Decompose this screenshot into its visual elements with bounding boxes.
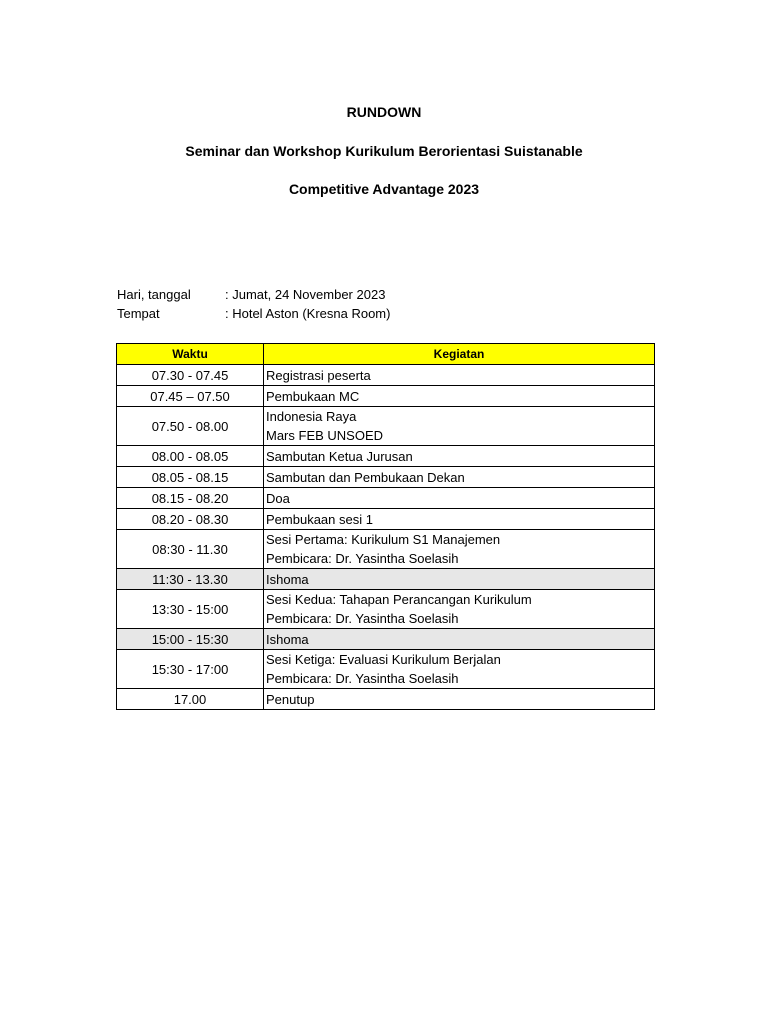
table-row (117, 488, 655, 509)
activity-cell (264, 407, 655, 446)
time-cell: 11:30 - 13.30 (117, 569, 264, 590)
table-body (117, 365, 655, 710)
time-cell: 15:00 - 15:30 (117, 629, 264, 650)
activity-text: Ishoma (266, 571, 309, 587)
activity-cell (264, 629, 655, 650)
time-cell: 15:30 - 17:00 (117, 650, 264, 689)
activity-cell (264, 488, 655, 509)
activity-text: Sesi Pertama: Kurikulum S1 Manajemen (266, 532, 501, 547)
info-date-row (117, 285, 385, 304)
table-row (117, 446, 655, 467)
table-row (117, 689, 655, 710)
info-place-row (117, 304, 390, 323)
table-header-row (117, 344, 655, 365)
table-row (117, 407, 655, 446)
activity-text: Sesi Ketiga: Evaluasi Kurikulum Berjalan (266, 652, 501, 667)
activity-cell (264, 386, 655, 407)
document-subtitle-line-1: Seminar dan Workshop Kurikulum Berorientasi Suistanable (185, 143, 583, 159)
table-row (117, 509, 655, 530)
info-place-label: Tempat (117, 306, 160, 321)
activity-text: Pembicara: Dr. Yasintha Soelasih (266, 611, 459, 626)
time-cell: 08.15 - 08.20 (117, 488, 264, 509)
table-row (117, 590, 655, 629)
activity-cell (264, 689, 655, 710)
document-title: RUNDOWN (346, 104, 422, 120)
time-cell: 07.45 – 07.50 (117, 386, 264, 407)
table-row (117, 569, 655, 590)
info-date-label: Hari, tanggal (117, 287, 191, 302)
table-row (117, 650, 655, 689)
activity-text: Mars FEB UNSOED (266, 428, 384, 443)
column-header-time: Waktu (117, 344, 264, 365)
activity-text: Registrasi peserta (266, 367, 371, 383)
info-date-value: : Jumat, 24 November 2023 (225, 287, 386, 302)
activity-text: Doa (266, 490, 290, 506)
activity-text: Indonesia Raya (266, 409, 357, 424)
activity-text: Pembicara: Dr. Yasintha Soelasih (266, 671, 459, 686)
info-place-value: : Hotel Aston (Kresna Room) (225, 306, 391, 321)
activity-text: Sesi Kedua: Tahapan Perancangan Kurikulum (266, 592, 532, 607)
activity-cell (264, 530, 655, 569)
activity-text: Ishoma (266, 631, 309, 647)
document-subtitle-line-2: Competitive Advantage 2023 (288, 181, 480, 197)
time-cell: 07.30 - 07.45 (117, 365, 264, 386)
rundown-table (116, 343, 655, 710)
time-cell: 08.05 - 08.15 (117, 467, 264, 488)
activity-text: Penutup (266, 691, 315, 707)
table-row (117, 386, 655, 407)
time-cell: 08.00 - 08.05 (117, 446, 264, 467)
time-cell: 13:30 - 15:00 (117, 590, 264, 629)
activity-cell (264, 446, 655, 467)
time-cell: 08:30 - 11.30 (117, 530, 264, 569)
activity-cell (264, 365, 655, 386)
activity-text: Sambutan Ketua Jurusan (266, 448, 413, 464)
activity-text: Pembicara: Dr. Yasintha Soelasih (266, 551, 459, 566)
table-row (117, 467, 655, 488)
activity-cell (264, 590, 655, 629)
activity-cell (264, 650, 655, 689)
activity-cell (264, 467, 655, 488)
activity-text: Sambutan dan Pembukaan Dekan (266, 469, 465, 485)
column-header-activity: Kegiatan (264, 344, 655, 365)
time-cell: 08.20 - 08.30 (117, 509, 264, 530)
time-cell: 17.00 (117, 689, 264, 710)
activity-text: Pembukaan sesi 1 (266, 511, 373, 527)
table-row (117, 629, 655, 650)
activity-cell (264, 569, 655, 590)
activity-text: Pembukaan MC (266, 388, 360, 404)
time-cell: 07.50 - 08.00 (117, 407, 264, 446)
activity-cell (264, 509, 655, 530)
table-row (117, 530, 655, 569)
table-row (117, 365, 655, 386)
